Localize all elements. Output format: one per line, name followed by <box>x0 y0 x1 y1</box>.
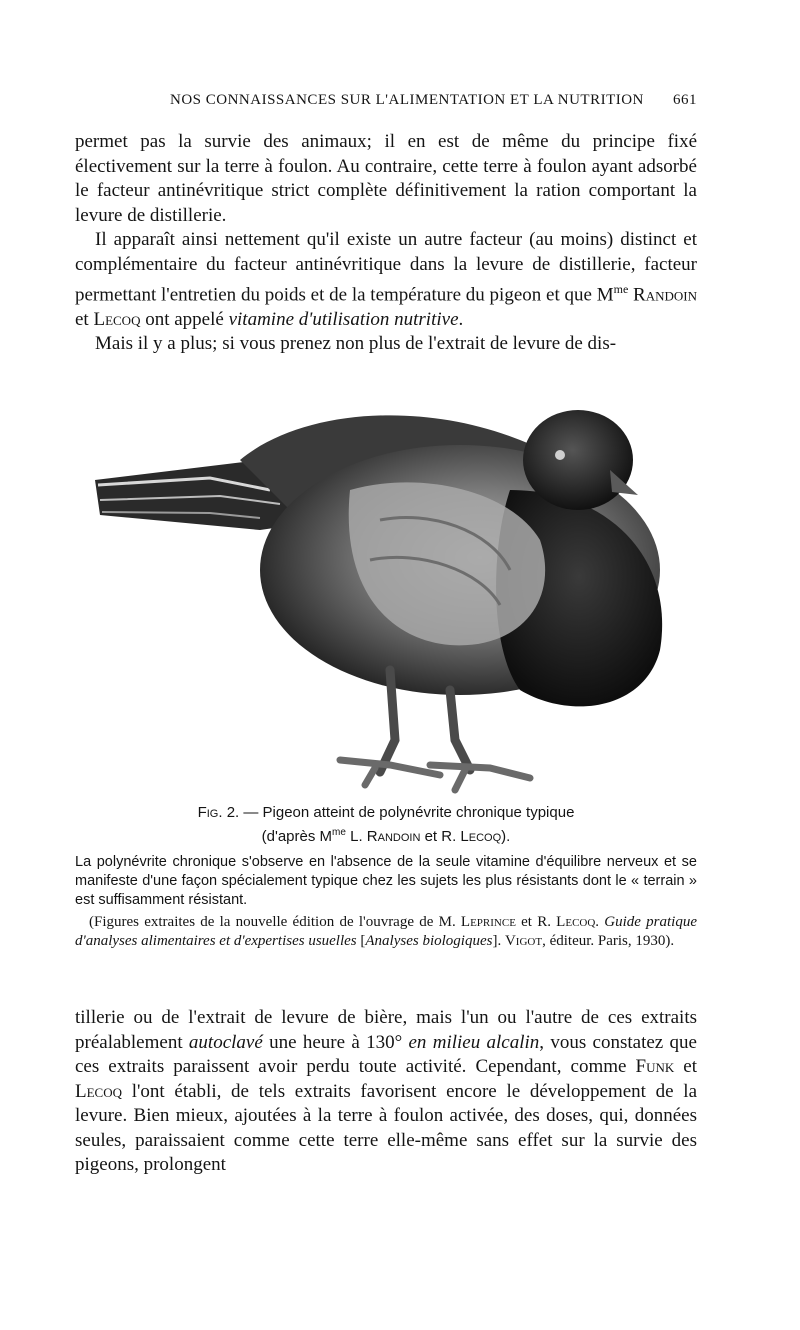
author-name-funk: Funk <box>635 1056 675 1077</box>
body-text-bottom <box>75 1006 697 1178</box>
paragraph-1: permet pas la survie des animaux; il en est de même du principe fixé électivement sur la terre à foulon. Au contraire, cette terre à foulon ayant adsorbé le facteur antinévritique strict complète définitivement la ration comportant la levure de distillerie. <box>75 131 697 226</box>
figure-source <box>75 913 697 951</box>
figure-source-and: et <box>515 914 538 930</box>
paragraph-2-text-b: et <box>75 308 94 330</box>
figure-source-open: (Figures extraites de la nouvelle édition de l'ouvrage de M. <box>89 914 461 930</box>
term-milieu-alcalin: en milieu alcalin <box>408 1031 540 1053</box>
figure-source-dot: . <box>595 914 605 930</box>
figure-source-author-2: R. Lecoq <box>537 914 596 930</box>
figure-source-book-title: Guide pratique d'analyses alimentaires et d'expertises usuelles <box>75 914 697 949</box>
figure-title <box>75 803 697 823</box>
paragraph-2-text-c: ont appelé <box>140 308 229 330</box>
figure-caption <box>75 803 697 951</box>
figure-source-bracket-close: ]. <box>492 933 505 949</box>
figure-source-series: Analyses biologiques <box>365 933 493 949</box>
paragraph-4-text-a: tillerie ou de l'extrait de levure de bière, mais l'un ou l'autre de ces extraits préalablement <box>75 1007 697 1053</box>
pigeon-photograph-icon <box>90 400 680 805</box>
figure-source-author-1: Leprince <box>460 914 516 930</box>
figure-credit-open: (d'après M <box>261 828 333 845</box>
paragraph-2-text-a: Il apparaît ainsi nettement qu'il existe un autre facteur (au moins) distinct et complémentaire du facteur antinévritique dans la levure de distillerie, facteur permettant l'entretien du poids et de la température du pigeon et que M <box>75 229 697 306</box>
figure-pigeon <box>90 400 680 805</box>
figure-credit-superscript: me <box>332 827 346 838</box>
figure-source-bracket-open: [ <box>356 933 366 949</box>
paragraph-2-end: . <box>458 308 464 330</box>
author-name-randoin: Randoin <box>633 284 697 306</box>
paragraph-3: Mais il y a plus; si vous prenez non plus de l'extrait de levure de dis- <box>95 333 617 355</box>
paragraph-4-text-d: et <box>674 1056 697 1077</box>
running-title: NOS CONNAISSANCES SUR L'ALIMENTATION ET LA NUTRITION <box>170 92 644 108</box>
author-name-lecoq: Lecoq <box>93 308 141 330</box>
figure-source-publisher: Vigot <box>504 933 543 949</box>
paragraph-4 <box>75 1006 697 1178</box>
figure-credit-name-2: R. Lecoq <box>441 828 502 845</box>
body-text-top <box>75 130 697 357</box>
page-number: 661 <box>673 92 697 108</box>
paragraph-2-superscript: me <box>613 282 629 296</box>
term-vitamine-utilisation: vitamine d'utilisation nutritive <box>228 308 459 330</box>
figure-credit-and: et <box>420 828 442 845</box>
figure-note: La polynévrite chronique s'observe en l'absence de la seule vitamine d'équilibre nerveux et se manifeste d'une façon spécialement typique chez les sujets les plus résistants dont le « terrain » est suffisamment résistant. <box>75 854 697 908</box>
paragraph-4-text-b: une heure à 130° <box>262 1031 409 1053</box>
paragraph-4-text-c: , vous constatez que ces extraits paraissent avoir perdu toute activité. Cependant, comme <box>75 1031 697 1077</box>
figure-credit-name-1: L. Randoin <box>345 828 421 845</box>
figure-title-text: — Pigeon atteint de polynévrite chronique typique <box>239 804 575 821</box>
paragraph-4-text-e: l'ont établi, de tels extraits favorisent encore le développement de la levure. Bien mieux, ajoutées à la terre à foulon activée, des doses, qui, données seules, paraissaient comme cette terre elle-même sans effet sur la survie des pigeons, prolongent <box>75 1080 697 1175</box>
figure-label: Fig. 2. <box>197 804 240 821</box>
paragraph-2 <box>75 228 697 332</box>
author-name-lecoq-2: Lecoq <box>75 1080 122 1102</box>
figure-credit-close: ). <box>501 828 511 845</box>
figure-credit <box>75 823 697 847</box>
term-autoclave: autoclavé <box>188 1031 263 1053</box>
figure-source-end: , éditeur. Paris, 1930). <box>542 933 675 949</box>
